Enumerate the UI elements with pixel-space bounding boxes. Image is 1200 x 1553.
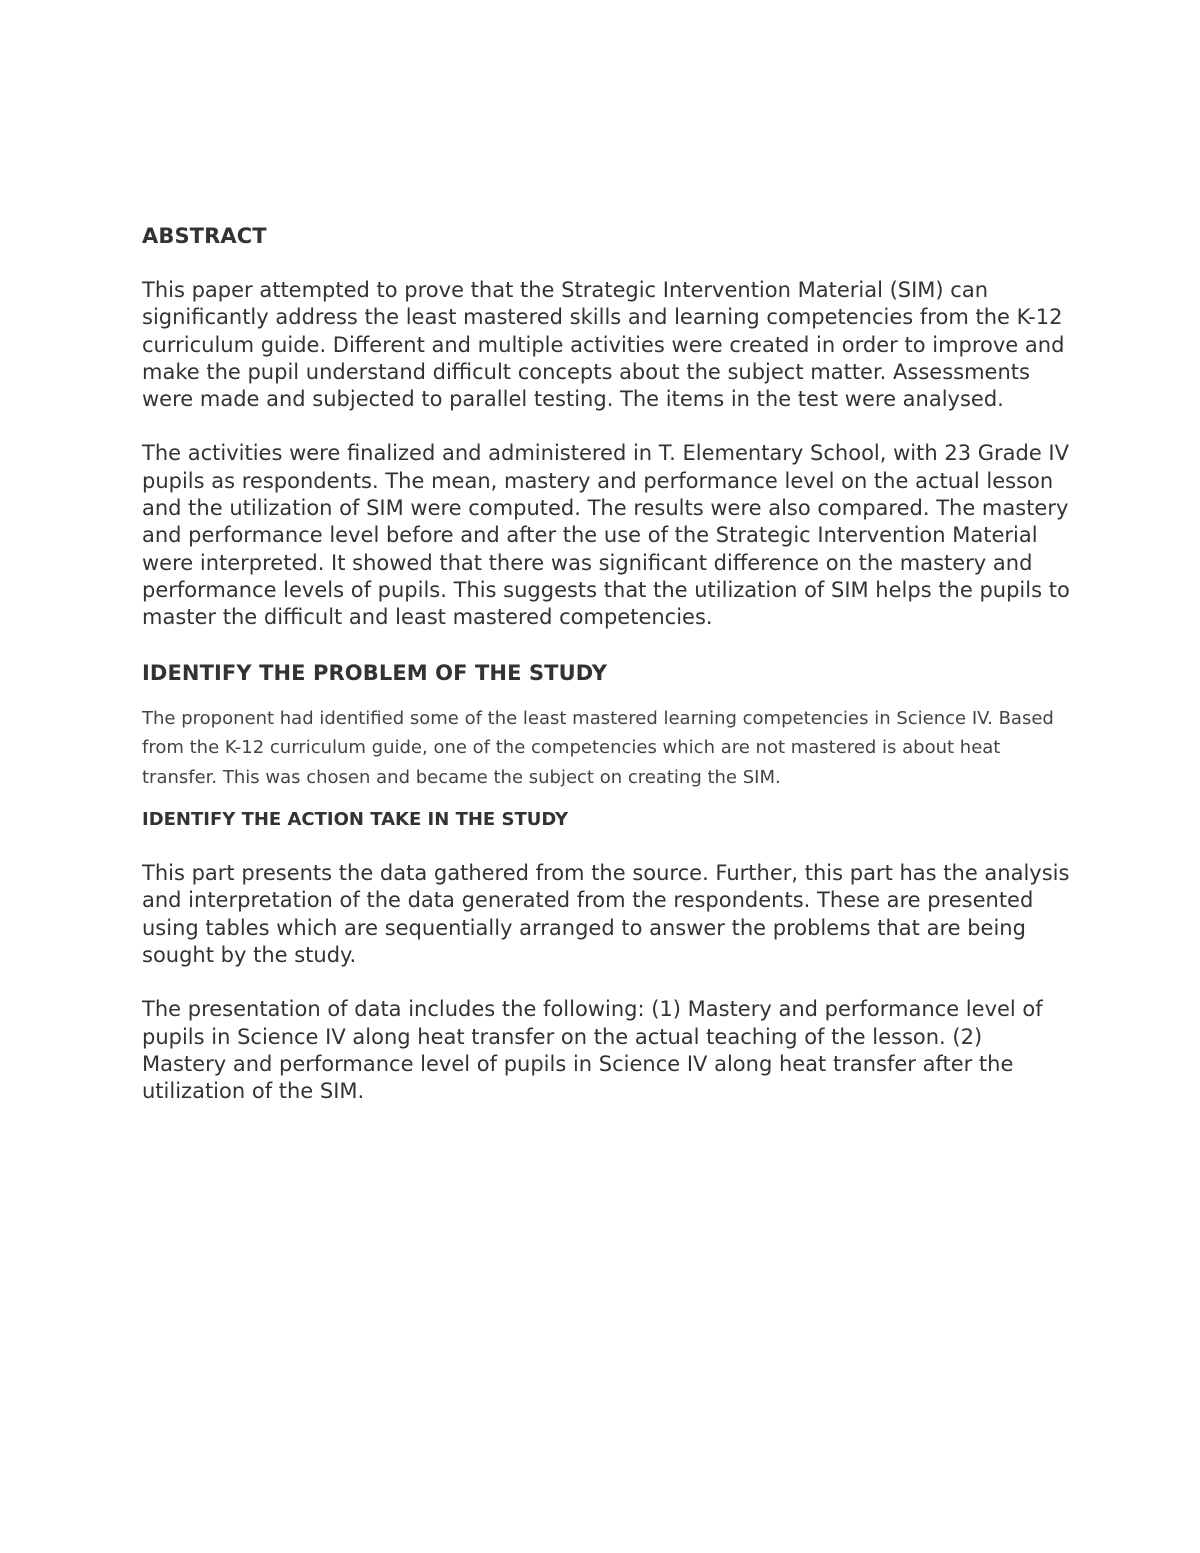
document-body xyxy=(142,222,1072,1105)
action-paragraph-2: The presentation of data includes the following: (1) Mastery and performance level of pupils in Science IV along heat transfer on the actual teaching of the lesson. (2) Mastery and performance level of pupils in Science IV along heat transfer after the utilization of the SIM. xyxy=(142,997,1043,1104)
problem-paragraph: The proponent had identified some of the least mastered learning competencies in Science IV. Based from the K-12 curriculum guide, one of the competencies which are not mastered is about heat transfer. This was chosen and became the subject on creating the SIM. xyxy=(142,707,1054,788)
abstract-paragraph-2: The activities were finalized and administered in T. Elementary School, with 23 Grade IV pupils as respondents. The mean, mastery and performance level on the actual lesson and the utilization of SIM were computed. The results were also compared. The mastery and performance level before and after the use of the Strategic Intervention Material were interpreted. It showed that there was significant difference on the mastery and performance levels of pupils. This suggests that the utilization of SIM helps the pupils to master the difficult and least mastered competencies. xyxy=(142,441,1070,630)
abstract-heading: ABSTRACT xyxy=(142,224,267,248)
action-paragraph-1: This part presents the data gathered from the source. Further, this part has the analysis and interpretation of the data generated from the respondents. These are presented using tables which are sequentially arranged to answer the problems that are being sought by the study. xyxy=(142,861,1070,967)
action-heading: IDENTIFY THE ACTION TAKE IN THE STUDY xyxy=(142,809,569,831)
problem-heading: IDENTIFY THE PROBLEM OF THE STUDY xyxy=(142,660,608,685)
abstract-paragraph-1: This paper attempted to prove that the Strategic Intervention Material (SIM) can significantly address the least mastered skills and learning competencies from the K-12 curriculum guide. Different and multiple activities were created in order to improve and make the pupil understand difficult concepts about the subject matter. Assessments were made and subjected to parallel testing. The items in the test were analysed. xyxy=(142,278,1065,412)
